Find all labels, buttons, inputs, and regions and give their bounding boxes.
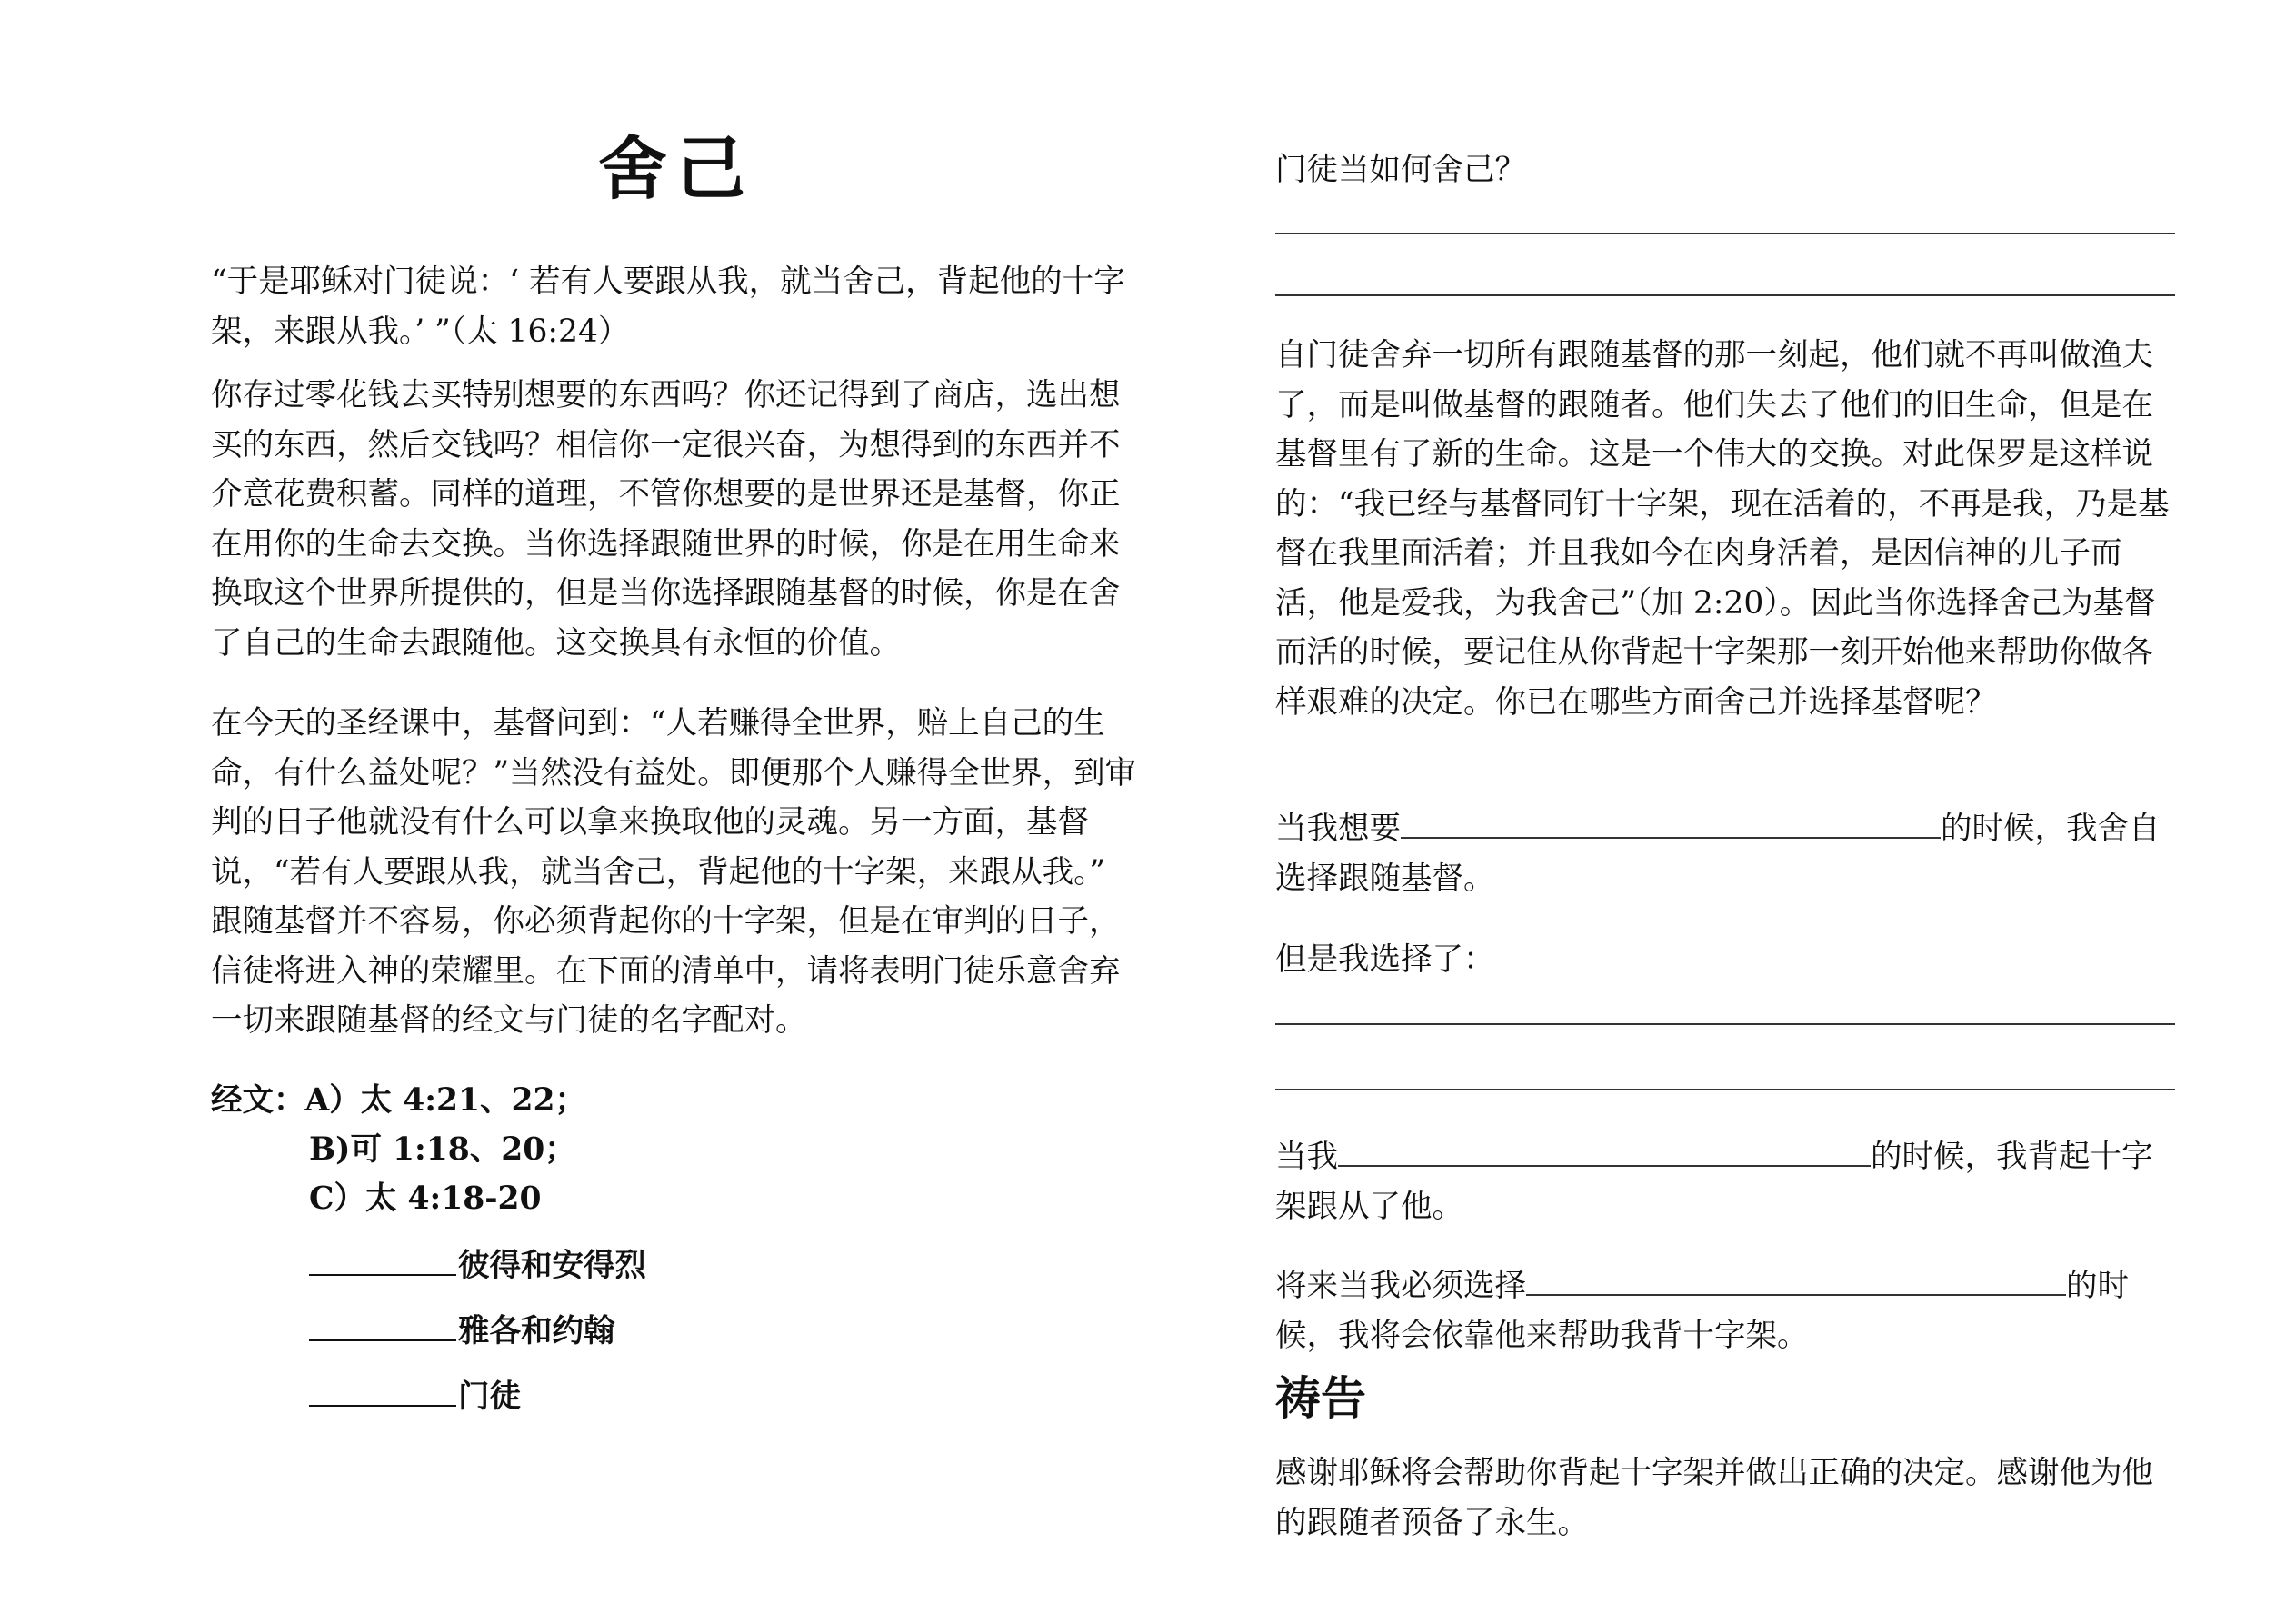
question: 门徒当如何舍己？ (1275, 152, 1526, 188)
exchange-paragraph: 自门徒舍弃一切所有跟随基督的那一刻起，他们就不再叫做渔夫了，而是叫做基督的跟随者。他们失去了他们的旧生命，但是在基督里有了新的生命。这是一个伟大的交换。对此保罗是这样说的：“我已经与基督同钉十字架，现在活着的，不再是我，乃是基督在我里面活着；并且我如今在肉身活着，是因信神的儿子而活，他是爱我，为我舍己”（加 2:20）。因此当你选择舍己为基督而活的时候，要记住从你背起十字架那一刻开始他来帮助你做各样艰难的决定。你已在哪些方面舍己并选择基督呢？ (1275, 337, 2170, 721)
answer-line[interactable] (1275, 294, 2175, 296)
scripture-references (211, 1076, 586, 1223)
answer-line[interactable] (1275, 1023, 2175, 1025)
match-label: 门徒 (458, 1379, 521, 1415)
fill-in-want: 当我想要 的时候，我舍自 选择跟随基督。 (1275, 811, 2161, 897)
match-label: 彼得和安得烈 (458, 1248, 646, 1284)
fill-in-future: 将来当我必须选择 的时 候，我将会依靠他来帮助我背十字架。 (1275, 1268, 2129, 1354)
fill-blank[interactable] (1526, 1267, 2066, 1296)
key-verse: “于是耶稣对门徒说：‘ 若有人要跟从我，就当舍己，背起他的十字架，来跟从我。’ ”（太 16:24） (211, 264, 1125, 350)
match-item (309, 1305, 615, 1350)
fill-blank[interactable] (1338, 1138, 1871, 1167)
answer-line[interactable] (1275, 1089, 2175, 1090)
ref-c: C）太 4:18-20 (309, 1180, 542, 1217)
lesson-paragraph: 在今天的圣经课中，基督问到：“人若赚得全世界，赔上自己的生命，有什么益处呢？”当然没有益处。即便那个人赚得全世界，到审判的日子他就没有什么可以拿来换取他的灵魂。另一方面，基督说，“若有人要跟从我，就当舍己，背起他的十字架，来跟从我。” 跟随基督并不容易，你必须背起你的十字架，但是在审判的日子，信徒将进入神的荣耀里。在下面的清单中，请将表明门徒乐意舍弃一切来跟随基督的经文与门徒的名字配对。 (211, 705, 1137, 1039)
fill-in-cross: 当我 的时候，我背起十字 架跟从了他。 (1275, 1139, 2153, 1225)
page-title: 舍己 (598, 128, 754, 209)
prayer-text: 感谢耶稣将会帮助你背起十字架并做出正确的决定。感谢他为他的跟随者预备了永生。 (1275, 1455, 2153, 1541)
intro-paragraph: 你存过零花钱去买特别想要的东西吗？你还记得到了商店，选出想买的东西，然后交钱吗？相信你一定很兴奋，为想得到的东西并不介意花费积蓄。同样的道理，不管你想要的是世界还是基督，你正在用你的生命去交换。当你选择跟随世界的时候，你是在用生命来换取这个世界所提供的，但是当你选择跟随基督的时候，你是在舍了自己的生命去跟随他。这交换具有永恒的价值。 (211, 377, 1121, 662)
prayer-heading: 祷告 (1275, 1372, 1366, 1425)
match-blank[interactable] (309, 1247, 456, 1276)
match-label: 雅各和约翰 (458, 1313, 615, 1349)
fill-blank[interactable] (1401, 810, 1941, 839)
match-item (309, 1370, 521, 1416)
answer-line[interactable] (1275, 233, 2175, 234)
ref-b: B)可 1:18、20； (309, 1131, 576, 1168)
chose-label: 但是我选择了： (1275, 941, 1495, 978)
refs-label: 经文： (211, 1082, 305, 1119)
match-blank[interactable] (309, 1378, 456, 1407)
match-blank[interactable] (309, 1312, 456, 1341)
ref-a: A）太 4:21、22； (304, 1082, 587, 1119)
match-item (309, 1240, 646, 1285)
